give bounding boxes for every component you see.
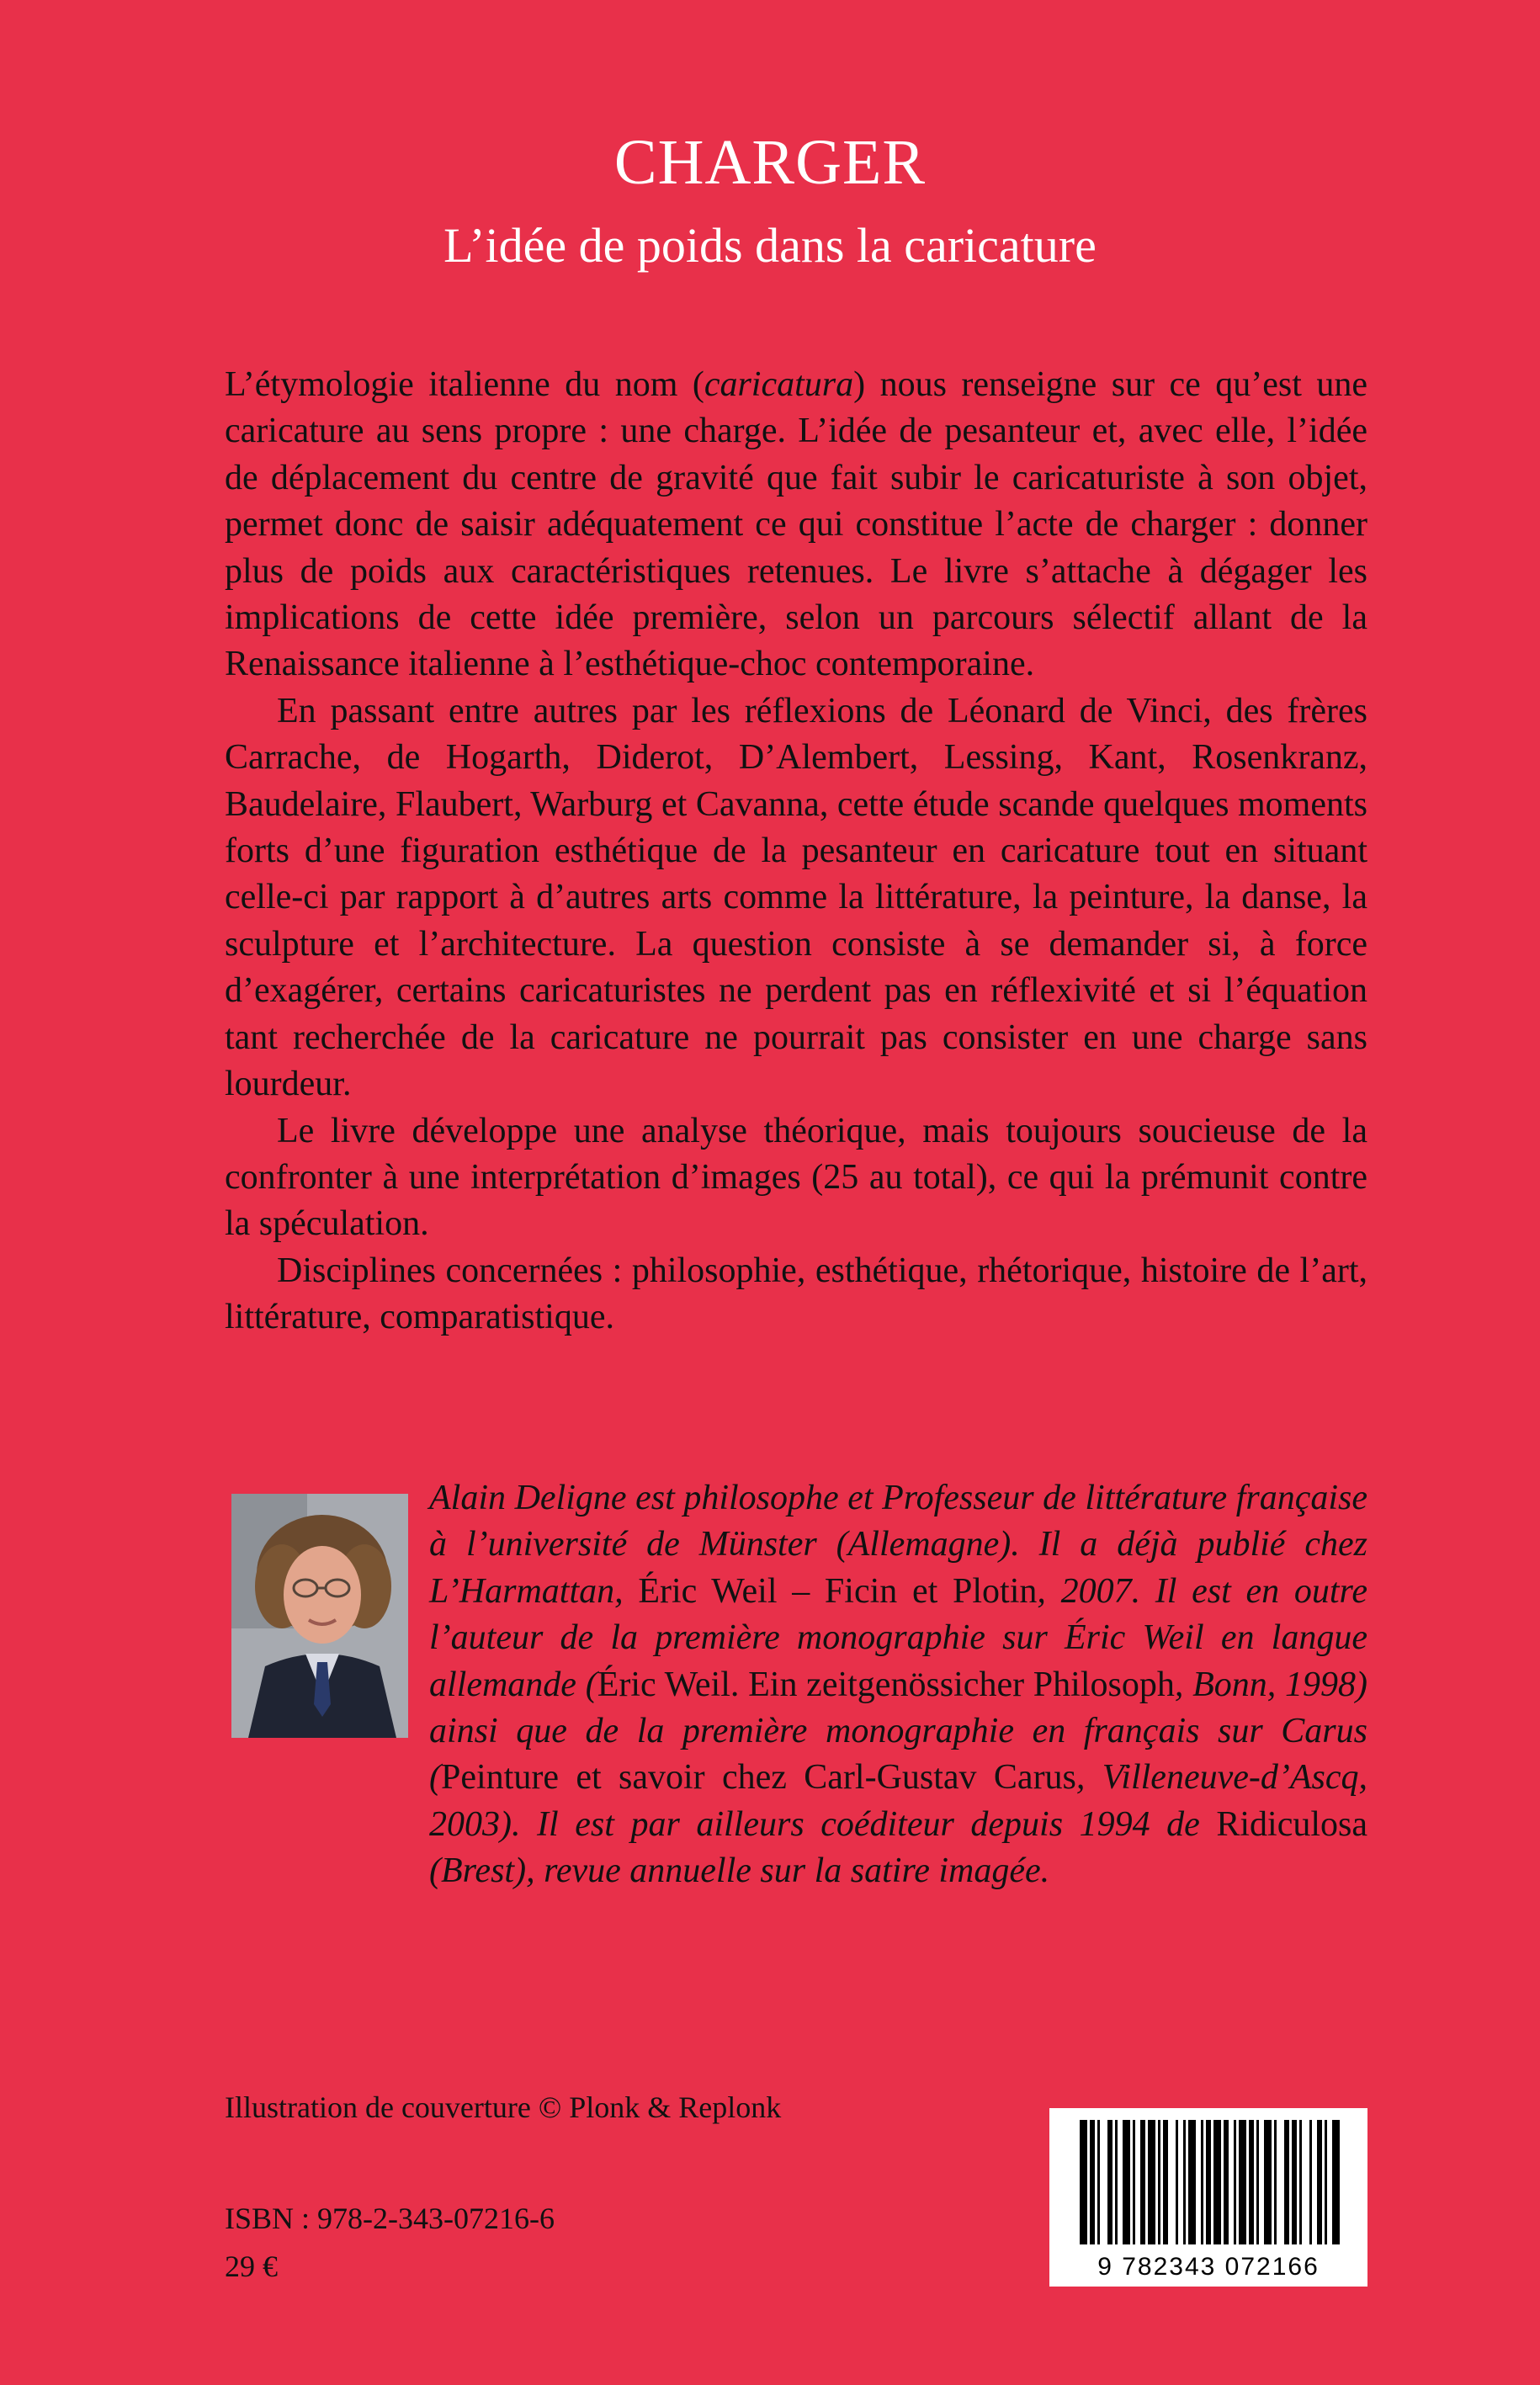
book-subtitle: L’idée de poids dans la caricature — [443, 218, 1097, 273]
bio-s1: Alain Deligne est philosophe et Professeur de littérature française à l’université de Münster (Allemagne). Il a déjà publié chez L’Harmattan, — [429, 1479, 1367, 1611]
barcode-digits: 9 782343 072166 — [1097, 2253, 1320, 2281]
author-photo — [231, 1494, 408, 1738]
blurb-paragraph-1 — [225, 362, 1367, 688]
bio-title-3: Peinture et savoir chez Carl-Gustav Carus — [441, 1758, 1076, 1798]
bio-s3: , Bonn, 1998) ainsi que de la première monographie en français sur Carus ( — [429, 1665, 1367, 1798]
p1-before: L’étymologie italienne du nom ( — [225, 365, 704, 404]
p1-after: ) nous renseigne sur ce qu’est une caricature au sens propre : une charge. L’idée de pesanteur et, avec elle, l’idée de déplacement du centre de gravité que fait subir le caricaturiste à son objet, permet donc de saisir adéquatement ce qui constitue l’acte de charger : donner plus de poids aux caractéristiques retenues. Le livre s’attache à dégager les implications de cette idée première, selon un parcours sélectif allant de la Renaissance italienne à l’esthétique-choc contemporaine. — [225, 365, 1367, 684]
book-title: CHARGER — [613, 127, 927, 198]
cover-illustration-credit: Illustration de couverture © Plonk & Replonk — [225, 2090, 782, 2124]
author-portrait-illustration — [231, 1494, 408, 1738]
isbn: ISBN : 978-2-343-07216-6 — [225, 2202, 555, 2235]
p1-italic-word: caricatura — [704, 365, 854, 404]
price: 29 € — [225, 2250, 278, 2283]
blurb — [225, 362, 1367, 1341]
blurb-paragraph-2: En passant entre autres par les réflexions de Léonard de Vinci, des frères Carrache, de Hogarth, Diderot, D’Alembert, Lessing, Kant, Rosenkranz, Baudelaire, Flaubert, Warburg et Cavanna, cette étude scande quelques moments forts d’une figuration esthétique de la pesanteur en caricature tout en situant celle-ci par rapport à d’autres arts comme la littérature, la peinture, la danse, la sculpture et l’architecture. La question consiste à se demander si, à force d’exagérer, certains caricaturistes ne perdent pas en réflexivité et si l’équation tant recherchée de la caricature ne pourrait pas consister en une charge sans lourdeur. — [225, 691, 1367, 1104]
blurb-paragraph-4: Disciplines concernées : philosophie, esthétique, rhétorique, histoire de l’art, littérature, comparatistique. — [225, 1251, 1367, 1337]
bio-title-1: Éric Weil – Ficin et Plotin — [638, 1571, 1038, 1611]
author-bio — [429, 1475, 1367, 1895]
bio-title-2: Éric Weil. Ein zeitgenössicher Philosoph — [597, 1665, 1175, 1704]
bio-s5: (Brest), revue annuelle sur la satire imagée. — [429, 1851, 1050, 1891]
bio-title-4: Ridiculosa — [1216, 1804, 1367, 1844]
bio-s4: , Villeneuve-d’Ascq, 2003). Il est par ailleurs coéditeur depuis 1994 de — [429, 1758, 1367, 1844]
barcode — [1049, 2108, 1367, 2287]
blurb-paragraph-3: Le livre développe une analyse théorique, mais toujours soucieuse de la confronter à une interprétation d’images (25 au total), ce qui la prémunit contre la spéculation. — [225, 1111, 1367, 1244]
bio-s2: , 2007. Il est en outre l’auteur de la première monographie sur Éric Weil en langue allemande ( — [429, 1571, 1367, 1704]
